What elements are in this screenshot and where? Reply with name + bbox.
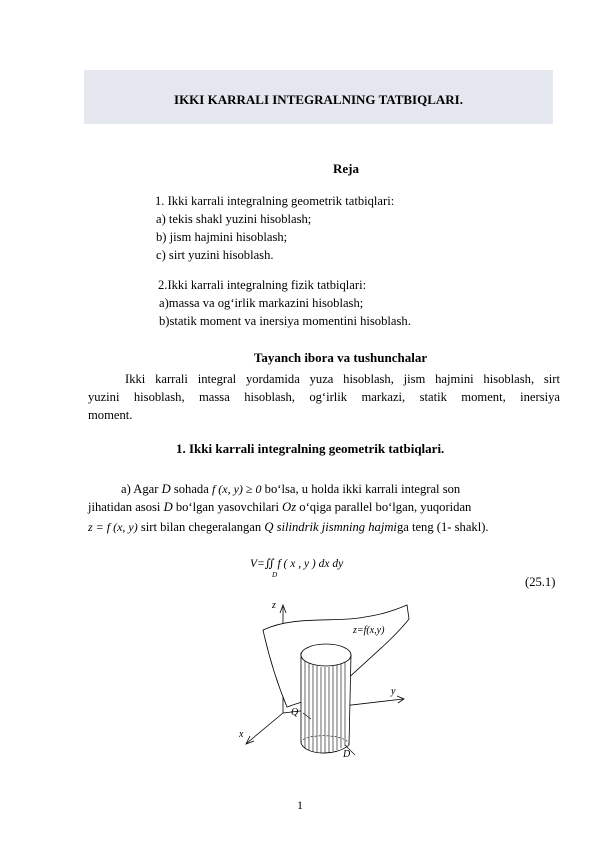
page-number: 1 [297,798,303,812]
paragraph-line-2 [88,499,471,517]
text-sirt: sirt bilan chegeralangan [137,520,265,534]
condition-formula: f (x, y) ≥ 0 [211,482,262,496]
keywords-line-2: yuzini hisoblash, massa hisoblash, og‘irlik markazi, statik moment, inersiya [88,390,560,404]
label-x: x [239,729,244,740]
label-z: z [272,600,276,611]
page-title: IKKI KARRALI INTEGRALNING TATBIQLARI. [174,92,463,107]
cylinder-side [301,653,351,753]
plan-item-1: 1. Ikki karrali integralning geometrik tatbiqlari: [155,194,395,208]
label-surface: z=f(x,y) [353,625,385,636]
surface-formula: z = f (x, y) [88,520,138,534]
paragraph-line-1 [121,481,460,499]
plan-item-2: 2.Ikki karrali integralning fizik tatbiqlari: [158,278,367,292]
text-jihatidan: jihatidan asosi [88,500,164,514]
volume-formula [250,556,344,579]
keywords-line-1: Ikki karrali integral yordamida yuza hisoblash, jism hajmini hisoblash, sirt [125,372,560,386]
plan-item-2b: b)statik moment va inersiya momentini hisoblash. [159,314,411,328]
plan-item-1b: b) jism hajmini hisoblash; [156,230,288,244]
volume-formula-main: V=∬ f ( x , y ) dx dy [250,558,344,570]
plan-item-2a: a)massa va og‘irlik markazini hisoblash; [159,296,364,310]
var-D: D [161,482,171,496]
equation-number: (25.1) [525,575,556,589]
paragraph-line-3 [88,519,489,537]
cylinder-top [301,644,351,666]
text-emphasis: Q silindrik jismning hajmi [264,520,397,534]
label-q: Q [291,707,299,718]
text-sohada: sohada [170,482,212,496]
volume-formula-subscript: D [272,571,278,579]
keywords-line-3: moment. [88,408,133,422]
text-teng: ga teng (1- shakl). [396,520,489,534]
x-axis [247,713,283,743]
var-Oz: Oz [282,500,297,514]
text-parallel: o‘qiga parallel bo‘lgan, yuqoridan [296,500,472,514]
plan-item-1a: a) tekis shakl yuzini hisoblash; [156,212,312,226]
text-yasovchilari: bo‘lgan yasovchilari [172,500,283,514]
label-d: D [343,749,351,760]
label-y: y [391,686,396,697]
cylinder-figure [225,595,425,770]
keywords-heading: Tayanch ibora va tushunchalar [253,350,428,365]
plan-item-1c: c) sirt yuzini hisoblash. [156,248,274,262]
section-heading: 1. Ikki karrali integralning geometrik tatbiqlari. [176,441,445,456]
text-rest: bo‘lsa, u holda ikki karrali integral son [261,482,461,496]
var-D-2: D [163,500,173,514]
plan-heading: Reja [333,161,359,176]
text-prefix: a) Agar [121,482,162,496]
